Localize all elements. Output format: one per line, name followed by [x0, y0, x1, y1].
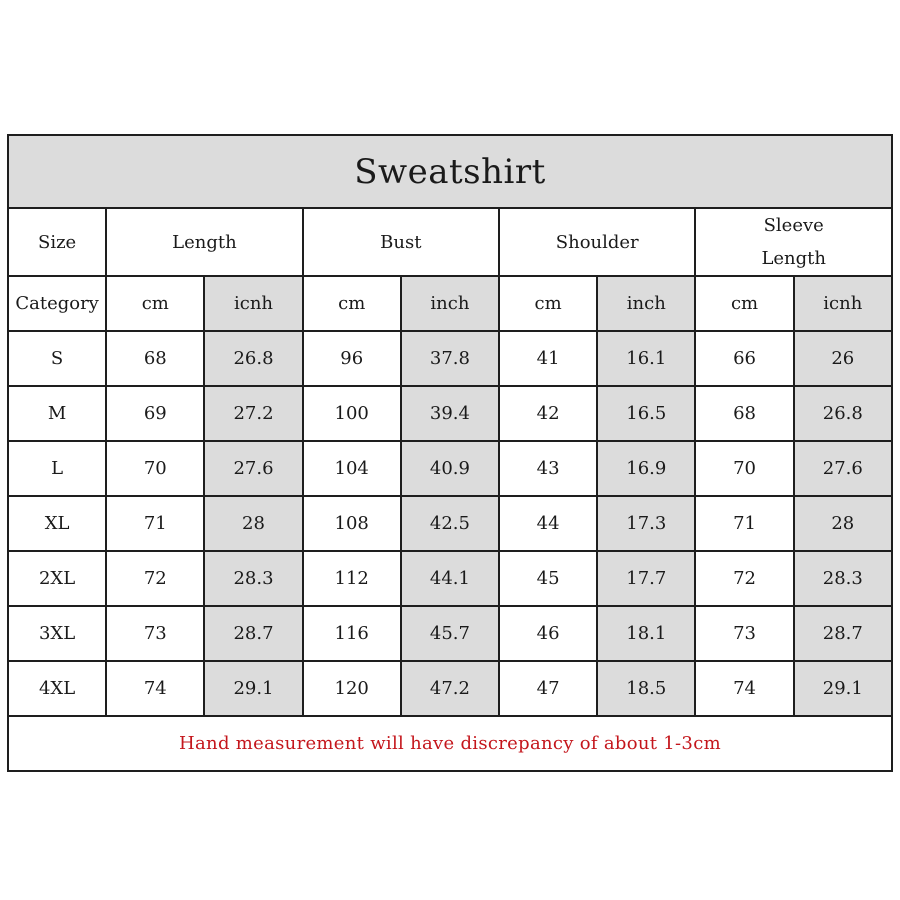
- size-label-cell: 4XL: [8, 661, 106, 716]
- unit-header: inch: [597, 276, 695, 331]
- measurement-cell: 72: [106, 551, 204, 606]
- measurement-cell: 45: [499, 551, 597, 606]
- measurement-cell: 71: [695, 496, 793, 551]
- measurement-cell: 120: [303, 661, 401, 716]
- measurement-cell: 108: [303, 496, 401, 551]
- measurement-cell: 28.7: [204, 606, 302, 661]
- sleeve-header-line2: Length: [761, 248, 826, 269]
- measurement-cell: 74: [695, 661, 793, 716]
- measurement-cell: 73: [106, 606, 204, 661]
- measurement-cell: 70: [695, 441, 793, 496]
- measurement-cell: 37.8: [401, 331, 499, 386]
- size-label-cell: 2XL: [8, 551, 106, 606]
- bust-header: Bust: [303, 208, 499, 276]
- table-row: [8, 441, 892, 496]
- category-header: Category: [8, 276, 106, 331]
- unit-header-row: [8, 276, 892, 331]
- unit-header: cm: [303, 276, 401, 331]
- size-label-cell: S: [8, 331, 106, 386]
- measurement-cell: 29.1: [794, 661, 892, 716]
- length-header: Length: [106, 208, 302, 276]
- measurement-cell: 116: [303, 606, 401, 661]
- measurement-cell: 27.6: [204, 441, 302, 496]
- measurement-cell: 29.1: [204, 661, 302, 716]
- table-row: [8, 331, 892, 386]
- measurement-cell: 26.8: [794, 386, 892, 441]
- table-row: [8, 496, 892, 551]
- measurement-cell: 112: [303, 551, 401, 606]
- measurement-cell: 45.7: [401, 606, 499, 661]
- measurement-cell: 100: [303, 386, 401, 441]
- measurement-cell: 17.3: [597, 496, 695, 551]
- unit-header: icnh: [794, 276, 892, 331]
- measurement-cell: 46: [499, 606, 597, 661]
- size-header: Size: [8, 208, 106, 276]
- measurement-cell: 27.2: [204, 386, 302, 441]
- measurement-cell: 42.5: [401, 496, 499, 551]
- table-row: [8, 606, 892, 661]
- size-label-cell: XL: [8, 496, 106, 551]
- measurement-cell: 41: [499, 331, 597, 386]
- measurement-cell: 18.5: [597, 661, 695, 716]
- measurement-cell: 104: [303, 441, 401, 496]
- measurement-cell: 68: [106, 331, 204, 386]
- size-label-cell: M: [8, 386, 106, 441]
- sleeve-length-header: [695, 208, 892, 276]
- measurement-cell: 72: [695, 551, 793, 606]
- table-row: [8, 551, 892, 606]
- measurement-cell: 16.5: [597, 386, 695, 441]
- measurement-cell: 26: [794, 331, 892, 386]
- unit-header: cm: [695, 276, 793, 331]
- sleeve-header-line1: Sleeve: [763, 215, 824, 236]
- measurement-cell: 44: [499, 496, 597, 551]
- unit-header: cm: [499, 276, 597, 331]
- measurement-cell: 28: [204, 496, 302, 551]
- measurement-cell: 69: [106, 386, 204, 441]
- size-chart-table: [7, 134, 893, 772]
- measurement-cell: 16.1: [597, 331, 695, 386]
- measurement-cell: 71: [106, 496, 204, 551]
- measurement-cell: 68: [695, 386, 793, 441]
- measurement-cell: 74: [106, 661, 204, 716]
- measurement-cell: 17.7: [597, 551, 695, 606]
- measurement-cell: 18.1: [597, 606, 695, 661]
- measurement-cell: 47: [499, 661, 597, 716]
- measurement-cell: 39.4: [401, 386, 499, 441]
- measurement-cell: 42: [499, 386, 597, 441]
- measurement-cell: 28.3: [794, 551, 892, 606]
- unit-header: cm: [106, 276, 204, 331]
- measurement-cell: 28: [794, 496, 892, 551]
- table-row: [8, 386, 892, 441]
- measurement-cell: 28.3: [204, 551, 302, 606]
- measurement-note: Hand measurement will have discrepancy of about 1-3cm: [8, 716, 892, 771]
- measurement-cell: 44.1: [401, 551, 499, 606]
- measurement-cell: 66: [695, 331, 793, 386]
- measurement-cell: 43: [499, 441, 597, 496]
- measurement-cell: 73: [695, 606, 793, 661]
- chart-title: Sweatshirt: [8, 135, 892, 208]
- measurement-cell: 47.2: [401, 661, 499, 716]
- measurement-cell: 26.8: [204, 331, 302, 386]
- unit-header: icnh: [204, 276, 302, 331]
- table-row: [8, 661, 892, 716]
- shoulder-header: Shoulder: [499, 208, 695, 276]
- unit-header: inch: [401, 276, 499, 331]
- size-label-cell: 3XL: [8, 606, 106, 661]
- measurement-cell: 70: [106, 441, 204, 496]
- measurement-cell: 96: [303, 331, 401, 386]
- size-label-cell: L: [8, 441, 106, 496]
- measurement-cell: 16.9: [597, 441, 695, 496]
- measurement-cell: 27.6: [794, 441, 892, 496]
- measurement-cell: 40.9: [401, 441, 499, 496]
- measurement-cell: 28.7: [794, 606, 892, 661]
